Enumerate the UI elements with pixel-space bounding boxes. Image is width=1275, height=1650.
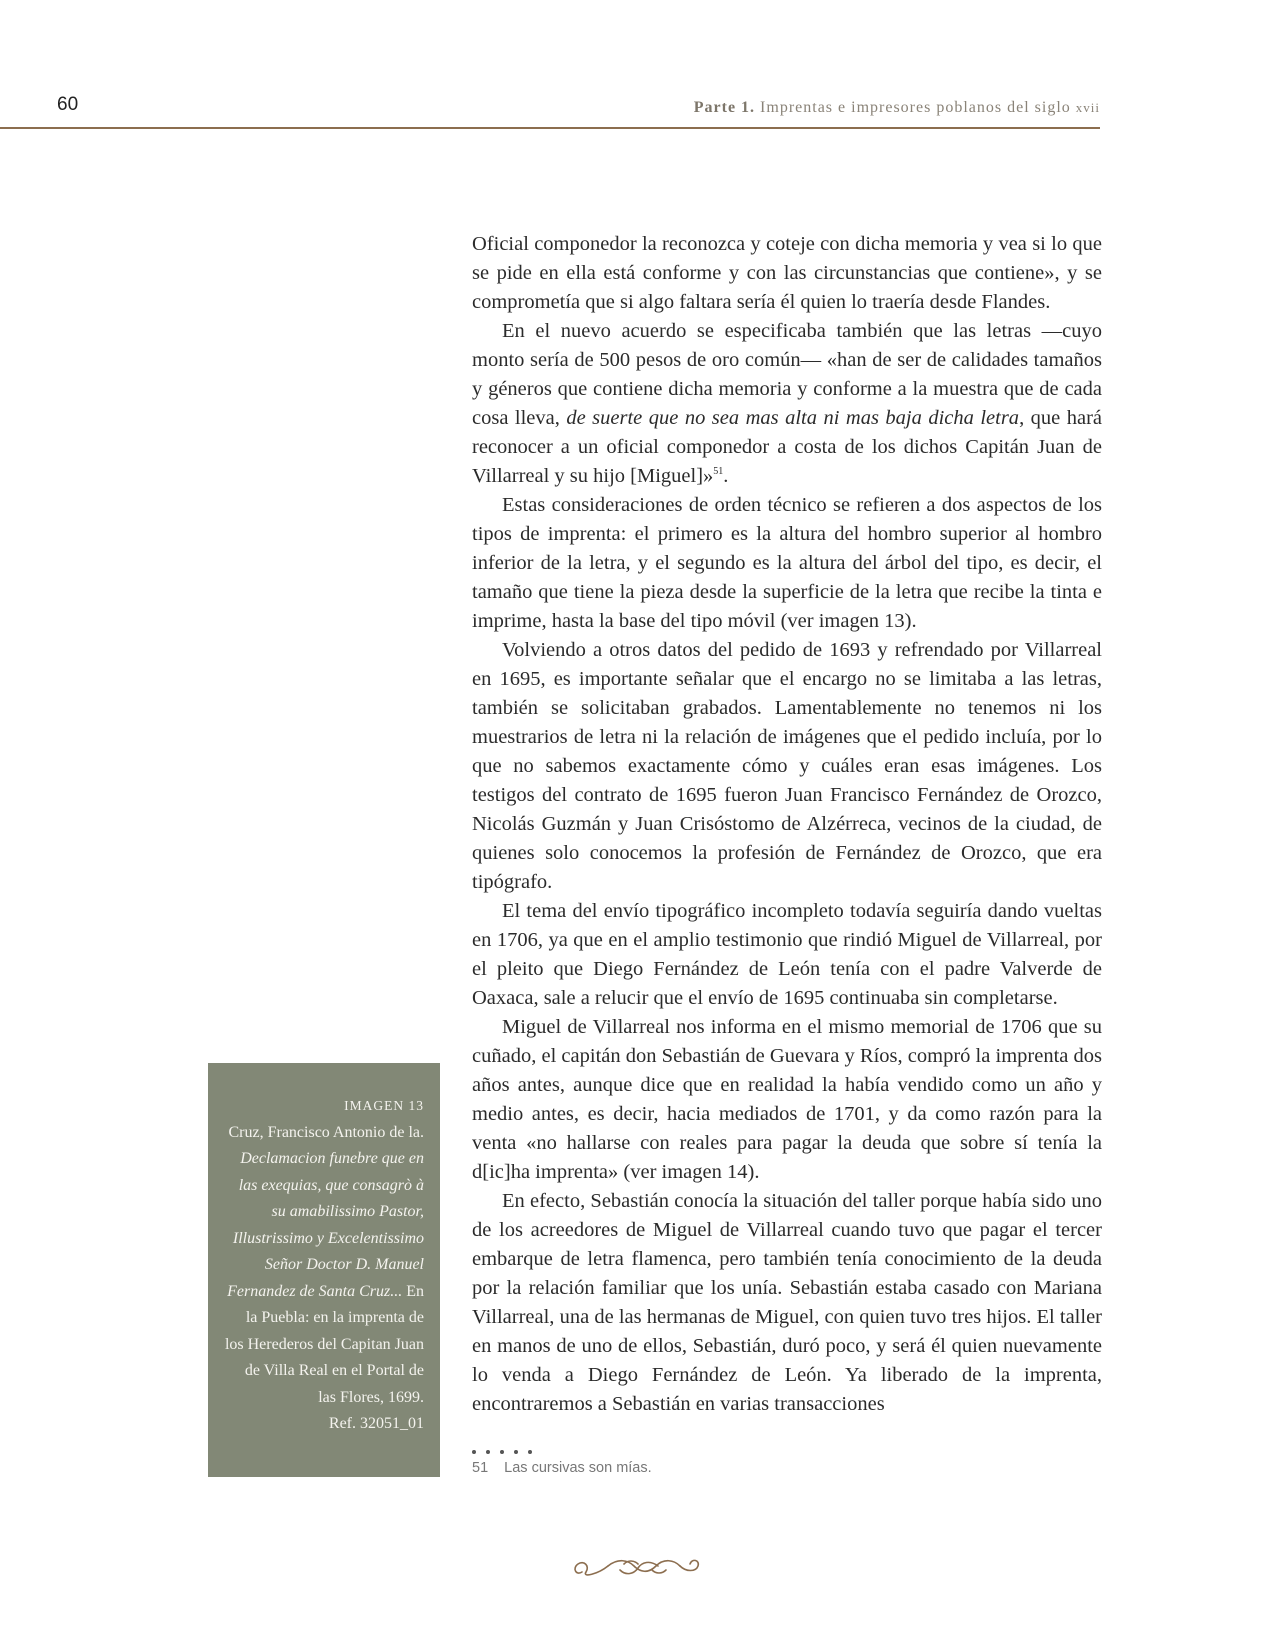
footnote-text: Las cursivas son mías. [504, 1460, 652, 1476]
paragraph-4: Volviendo a otros datos del pedido de 1693 y refrendado por Villarreal en 1695, es importante señalar que el encargo no se limitaba a las letras, también se solicitaban grabados. Lamentablemente no tenemos ni los muestrarios de letra ni la relación de imágenes que el pedido incluía, por lo que no sabemos exactamente cómo y cuáles eran esas imágenes. Los testigos del contrato de 1695 fueron Juan Francisco Fernández de Orozco, Nicolás Guzmán y Juan Crisóstomo de Alzérreca, vecinos de la ciudad, de quienes solo conocemos la profesión de Fernández de Orozco, que era tipógrafo. [472, 639, 1102, 893]
footnote [472, 1460, 652, 1476]
paragraph-7: En efecto, Sebastián conocía la situación del taller porque había sido uno de los acreedores de Miguel de Villarreal cuando tuvo que pagar el tercer embarque de letra flamenca, pero también tenía conocimiento de la deuda por la relación familiar que los unía. Sebastián estaba casado con Mariana Villarreal, una de las hermanas de Miguel, con quien tuvo tres hijos. El taller en manos de uno de ellos, Sebastián, duró poco, y será él quien nuevamente lo venda a Diego Fernández de León. Ya liberado de la imprenta, encontraremos a Sebastián en varias transacciones [472, 1190, 1102, 1415]
paragraph-2-italic: de suerte que no sea mas alta ni mas baja dicha letra [566, 407, 1020, 429]
image-caption-box [208, 1063, 440, 1477]
ornament-icon [568, 1550, 708, 1584]
century-label: xvii [1075, 100, 1100, 115]
paragraph-2 [472, 317, 1102, 491]
body-text [472, 230, 1102, 1419]
paragraph-2-text-b: , que hará reconocer a un oficial componedor a costa de los dichos Capitán Juan de Villarreal y su hijo [Miguel]» [472, 407, 1103, 487]
caption-label: IMAGEN 13 [344, 1098, 424, 1113]
paragraph-5: El tema del envío tipográfico incompleto todavía seguiría dando vueltas en 1706, ya que en el amplio testimonio que rindió Miguel de Villarreal, por el pleito que Diego Fernández de León tenía con el padre Valverde de Oaxaca, sale a relucir que el envío de 1695 continuaba sin completarse. [472, 900, 1102, 1009]
section-title: Imprentas e impresores poblanos del siglo [760, 99, 1071, 116]
paragraph-1: Oficial componedor la reconozca y coteje con dicha memoria y vea si lo que se pide en ella está conforme y con las circunstancias que contiene», y se comprometía que si algo faltara sería él quien lo traería desde Flandes. [472, 233, 1102, 313]
paragraph-2-text-a: En el nuevo acuerdo se especificaba también que las letras —cuyo monto sería de 500 pesos de oro común— «han de ser de calidades tamaños y géneros que contiene dicha memoria y conforme a la muestra que de cada cosa lleva, [472, 320, 1102, 429]
running-head [694, 99, 1100, 117]
page-number: 60 [57, 94, 79, 115]
paragraph-6: Miguel de Villarreal nos informa en el mismo memorial de 1706 que su cuñado, el capitán don Sebastián de Guevara y Ríos, compró la imprenta dos años antes, aunque dice que en realidad la había vendido como un año y medio antes, es decir, hacia mediados de 1701, y da como razón para la venta «no hallarse con reales para pagar la deuda que sobre sí tenía la d[ic]ha imprenta» (ver imagen 14). [472, 1016, 1102, 1183]
header-rule [0, 127, 1100, 129]
footnote-ref[interactable]: 51 [713, 466, 724, 478]
caption-ref: Ref. 32051_01 [328, 1415, 424, 1432]
footnote-separator [472, 1441, 542, 1449]
caption-author: Cruz, Francisco Antonio de la. [228, 1123, 424, 1141]
part-label: Parte 1. [693, 99, 756, 116]
caption-text [224, 1120, 424, 1438]
footnote-number: 51 [472, 1460, 489, 1476]
caption-imprint: En la Puebla: en la imprenta de los Herederos del Capitan Juan de Villa Real en el Portal de las Flores, 1699. [224, 1282, 424, 1406]
paragraph-3: Estas consideraciones de orden técnico se refieren a dos aspectos de los tipos de imprenta: el primero es la altura del hombro superior al hombro inferior de la letra, y el segundo es la altura del árbol del tipo, es decir, el tamaño que tiene la pieza desde la superficie de la letra que recibe la tinta e imprime, hasta la base del tipo móvil (ver imagen 13). [472, 494, 1102, 632]
caption-title: Declamacion funebre que en las exequias, que consagrò à su amabilissimo Pastor, Illustrissimo y Excelentissimo Señor Doctor D. Manuel Fernandez de Santa Cruz... [227, 1150, 424, 1300]
paragraph-2-end: . [723, 465, 729, 487]
